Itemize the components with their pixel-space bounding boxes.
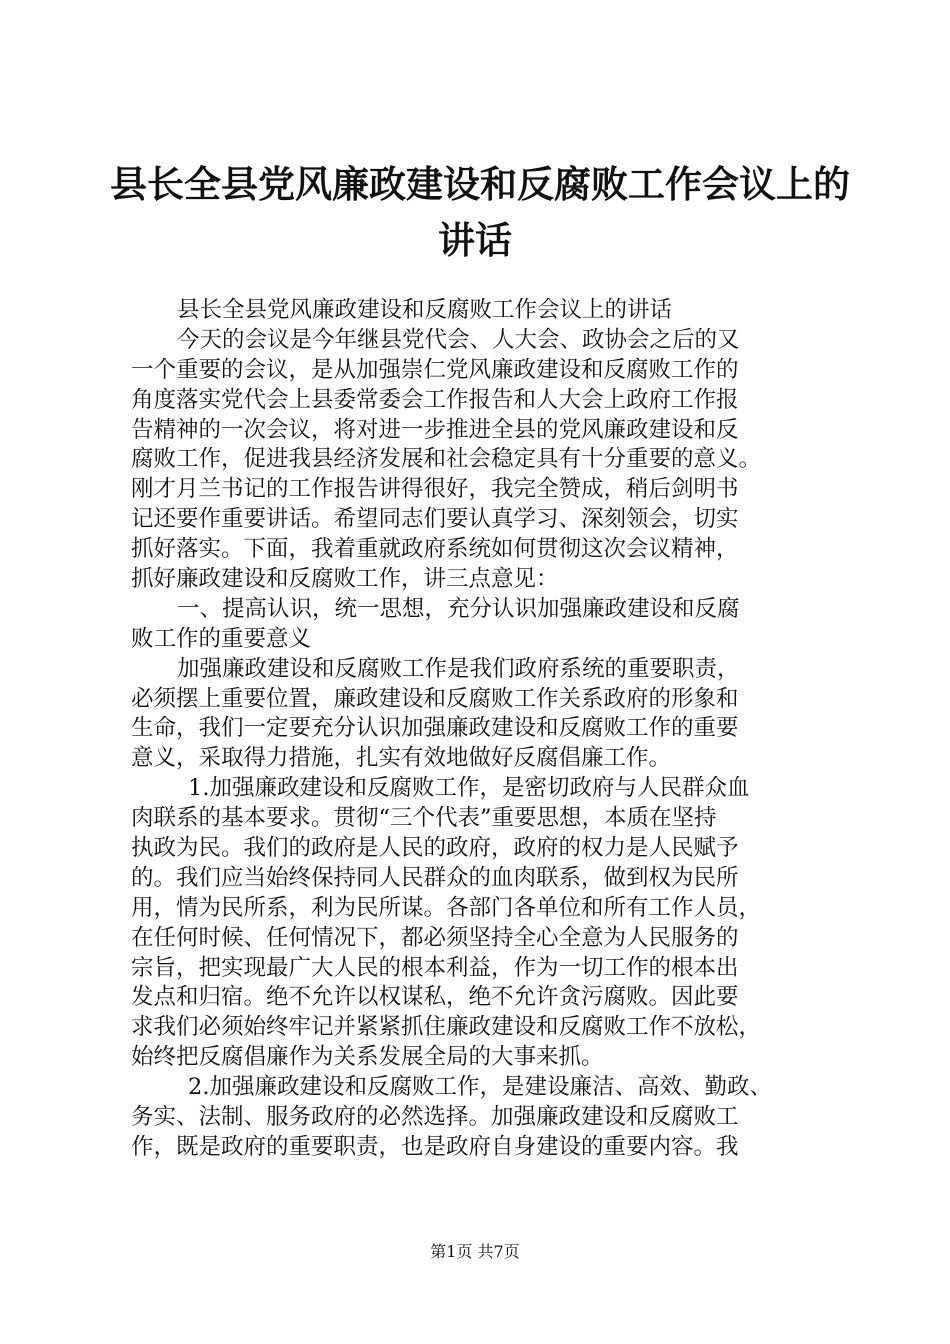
body-line: 在任何时候、任何情况下，都必须坚持全心全意为人民服务的 — [131, 924, 739, 951]
body-line: 县长全县党风廉政建设和反腐败工作会议上的讲话 — [177, 297, 673, 323]
body-line: 必须摆上重要位置，廉政建设和反腐败工作关系政府的形象和 — [131, 685, 739, 712]
body-line: 务实、法制、服务政府的必然选择。加强廉政建设和反腐败工 — [131, 1104, 739, 1131]
section-heading-line: 败工作的重要意义 — [131, 625, 312, 652]
body-line: 意义，采取得力措施，扎实有效地做好反腐倡廉工作。 — [131, 745, 672, 772]
body-line: 记还要作重要讲话。希望同志们要认真学习、深刻领会，切实 — [131, 506, 739, 533]
body-line: 一个重要的会议，是从加强崇仁党风廉政建设和反腐败工作的 — [131, 356, 739, 383]
numbered-item-line: 1.加强廉政建设和反腐败工作，是密切政府与人民群众血 — [188, 775, 750, 802]
page-footer: 第1页 共7页 — [430, 1242, 520, 1261]
body-line: 告精神的一次会议，将对进一步推进全县的党风廉政建设和反 — [131, 416, 739, 443]
section-heading-line: 一、提高认识，统一思想，充分认识加强廉政建设和反腐 — [177, 595, 740, 622]
body-line: 腐败工作，促进我县经济发展和社会稳定具有十分重要的意义。 — [131, 446, 762, 473]
document-title-line-2: 讲话 — [438, 218, 512, 262]
body-line: 加强廉政建设和反腐败工作是我们政府系统的重要职责， — [177, 655, 740, 682]
document-body — [131, 296, 831, 1163]
numbered-item-line: 2.加强廉政建设和反腐败工作，是建设廉洁、高效、勤政、 — [188, 1074, 772, 1101]
body-line: 求我们必须始终牢记并紧紧抓住廉政建设和反腐败工作不放松， — [131, 1014, 762, 1041]
body-line: 宗旨，把实现最广大人民的根本利益，作为一切工作的根本出 — [131, 954, 739, 981]
body-line: 发点和归宿。绝不允许以权谋私，绝不允许贪污腐败。因此要 — [131, 984, 739, 1011]
body-line: 角度落实党代会上县委常委会工作报告和人大会上政府工作报 — [131, 386, 739, 413]
body-line: 作，既是政府的重要职责，也是政府自身建设的重要内容。我 — [131, 1133, 739, 1160]
body-line: 今天的会议是今年继县党代会、人大会、政协会之后的又 — [177, 326, 740, 353]
body-line: 生命，我们一定要充分认识加强廉政建设和反腐败工作的重要 — [131, 715, 739, 742]
body-line: 的。我们应当始终保持同人民群众的血肉联系，做到权为民所 — [131, 864, 739, 891]
body-line: 用，情为民所系，利为民所谋。各部门各单位和所有工作人员， — [131, 894, 762, 921]
body-line: 抓好落实。下面，我着重就政府系统如何贯彻这次会议精神， — [131, 536, 739, 563]
body-line: 抓好廉政建设和反腐败工作，讲三点意见： — [131, 566, 559, 593]
body-line: 刚才月兰书记的工作报告讲得很好，我完全赞成，稍后剑明书 — [131, 476, 739, 503]
body-line: 始终把反腐倡廉作为关系发展全局的大事来抓。 — [131, 1044, 604, 1071]
body-line: 执政为民。我们的政府是人民的政府，政府的权力是人民赋予 — [131, 835, 739, 862]
body-line: 肉联系的基本要求。贯彻“三个代表”重要思想，本质在坚持 — [131, 805, 717, 832]
document-title-line-1: 县长全县党风廉政建设和反腐败工作会议上的 — [110, 162, 850, 206]
